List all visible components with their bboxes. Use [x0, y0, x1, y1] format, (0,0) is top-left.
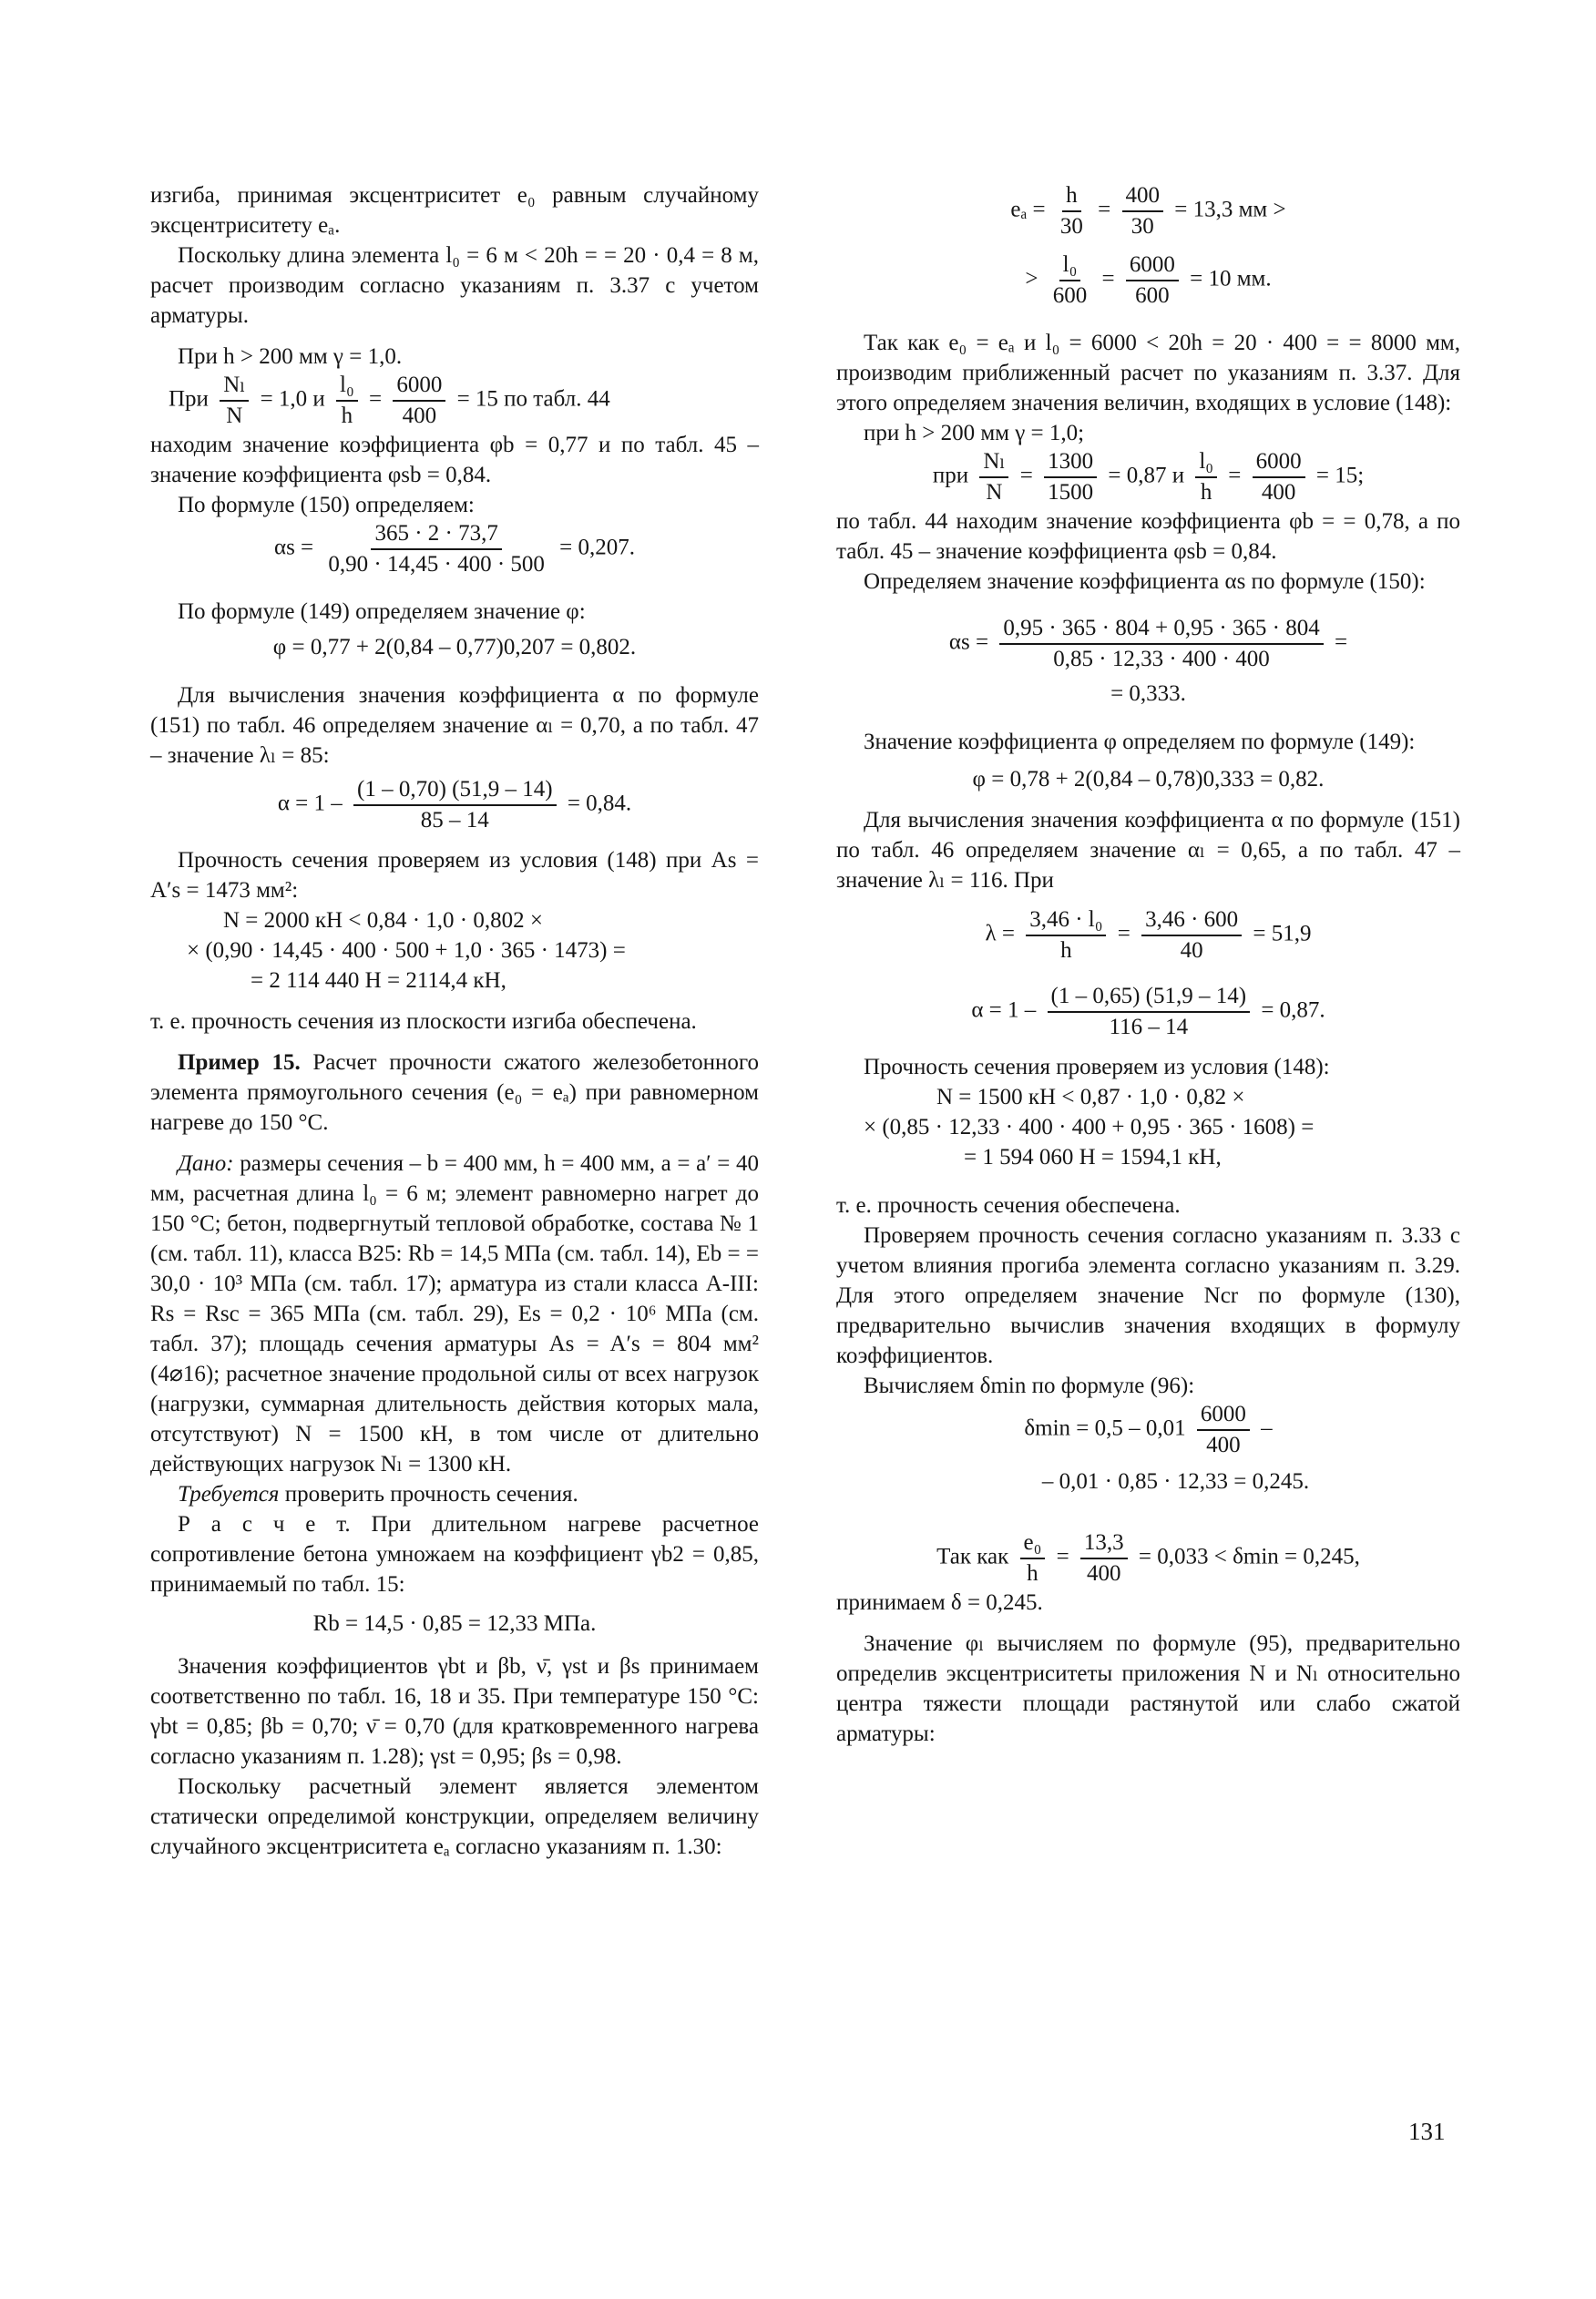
- paragraph: Определяем значение коэффициента αs по формуле (150):: [864, 569, 1426, 594]
- fraction: $\frac{3,46 \cdot 600}{40}$: [1141, 906, 1242, 965]
- paragraph: Для вычисления значения коэффициента α по формуле (151) по табл. 46 определяем значение αₗ = 0,65, а по табл. 47 – значение λₗ = 116. При: [836, 808, 1460, 893]
- equation-alpha: α = 1 – $\frac{(1 - 0,70) (51,9 - 14)}{85 - 14}$ = 0,84.: [277, 777, 632, 833]
- requirement: Требуется проверить прочность сечения.: [178, 1482, 578, 1507]
- equation-alpha-s: αs = $\frac{365 \cdot 2 \cdot 73,7}{0,90 \cdot 14,45 \cdot 400 \cdot 500}$ = 0,207.: [273, 521, 636, 577]
- fraction: $\frac{\text{l₀}}{600}$: [1052, 252, 1088, 308]
- fraction: $\frac{\text{e₀}}{h}$: [1020, 1529, 1046, 1588]
- equation-strength: = 1 594 060 Н = 1594,1 кН,: [964, 1145, 1222, 1170]
- equation-phi: φ = 0,78 + 2(0,84 – 0,78)0,333 = 0,82.: [972, 767, 1325, 792]
- paragraph: Для вычисления значения коэффициента α по формуле (151) по табл. 46 определяем значение αₗ = 0,70, а по табл. 47 – значение λₗ = 85:: [150, 683, 759, 768]
- paragraph: находим значение коэффициента φb = 0,77 и по табл. 45 – значение коэффициента φsb = 0,84.: [150, 433, 759, 487]
- equation-alpha-s-result: = 0,333.: [1110, 681, 1186, 706]
- right-column: [836, 182, 1460, 1749]
- paragraph: Поскольку длина элемента l₀ = 6 м < 20h = = 20 · 0,4 = 8 м, расчет производим согласно указаниям п. 3.37 с учетом арматуры.: [150, 243, 759, 328]
- paragraph: принимаем δ = 0,245.: [836, 1590, 1043, 1615]
- example-title: Пример 15.: [178, 1050, 301, 1075]
- fraction: $\frac{\text{Nₗ}}{N}$: [220, 372, 249, 430]
- paragraph: При h > 200 мм γ = 1,0.: [178, 344, 403, 369]
- fraction: $\frac{6000}{400}$: [393, 372, 445, 430]
- paragraph: т. е. прочность сечения обеспечена.: [836, 1193, 1181, 1218]
- equation-ea: eₐ = $\frac{h}{30}$ = $\frac{400}{30}$ = 13,3 мм >: [1010, 183, 1286, 239]
- paragraph: Прочность сечения проверяем из условия (148):: [864, 1055, 1330, 1079]
- paragraph: по табл. 44 находим значение коэффициента φb = = 0,78, а по табл. 45 – значение коэффициента φsb = 0,84.: [836, 509, 1460, 564]
- calculation-intro: Р а с ч е т. При длительном нагреве расчетное сопротивление бетона умножаем на коэффициент γb2 = 0,85, принимаемый по табл. 15:: [150, 1512, 759, 1597]
- equation-ea: > $\frac{\text{l₀}}{600}$ = $\frac{6000}{600}$ = 10 мм.: [1025, 252, 1272, 308]
- paragraph: Значение φₗ вычисляем по формуле (95), предварительно определив эксцентриситеты приложения N и Nₗ относительно центра тяжести площади растянутой или слабо сжатой арматуры:: [836, 1631, 1460, 1746]
- fraction: $\frac{6000}{400}$: [1197, 1401, 1250, 1459]
- paragraph: По формуле (150) определяем:: [178, 493, 475, 517]
- fraction: $\frac{365 \cdot 2 \cdot 73,7}{0,90 \cdot 14,45 \cdot 400 \cdot 500}$: [328, 521, 545, 577]
- paragraph: Вычисляем δmin по формуле (96):: [864, 1374, 1195, 1398]
- fraction: $\frac{\text{Nₗ}}{N}$: [979, 448, 1008, 506]
- equation-phi: φ = 0,77 + 2(0,84 – 0,77)0,207 = 0,802.: [272, 635, 637, 659]
- page-number: 131: [1408, 2118, 1446, 2145]
- fraction: $\frac{6000}{600}$: [1126, 251, 1179, 310]
- equation-alpha-s: αs = $\frac{0,95 \cdot 365 \cdot 804 + 0,95 \cdot 365 \cdot 804}{0,85 \cdot 12,33 \cdot 400 \cdot 400}$ =: [948, 616, 1348, 671]
- paragraph: при h > 200 мм γ = 1,0;: [864, 421, 1085, 445]
- paragraph: Поскольку расчетный элемент является элементом статически определимой конструкции, определяем величину случайного эксцентриситета eₐ согласно указаниям п. 1.30:: [150, 1774, 759, 1859]
- fraction: $\frac{13,3}{400}$: [1080, 1529, 1128, 1588]
- paragraph: т. е. прочность сечения из плоскости изгиба обеспечена.: [150, 1009, 697, 1034]
- equation-eccentricity-ratio: Так как $\frac{\text{e₀}}{h}$ = $\frac{13,3}{400}$ = 0,033 < δmin = 0,245,: [936, 1530, 1360, 1586]
- equation-strength: × (0,85 · 12,33 · 400 · 400 + 0,95 · 365 · 1608) =: [864, 1115, 1315, 1139]
- fraction: $\frac{0,95 \cdot 365 \cdot 804 + 0,95 \cdot 365 \cdot 804}{0,85 \cdot 12,33 \cdot 400 \cdot 400}$: [999, 615, 1323, 673]
- equation-alpha: α = 1 – $\frac{(1 - 0,65) (51,9 - 14)}{116 - 14}$ = 0,87.: [971, 984, 1325, 1039]
- left-column: [150, 180, 759, 1862]
- equation-strength: = 2 114 440 Н = 2114,4 кН,: [251, 968, 506, 993]
- equation-strength: × (0,90 · 14,45 · 400 · 500 + 1,0 · 365 · 1473) =: [187, 938, 626, 963]
- equation-strength: N = 1500 кН < 0,87 · 1,0 · 0,82 ×: [936, 1085, 1245, 1109]
- fraction: $\frac{\text{l₀}}{h}$: [336, 372, 358, 430]
- fraction: $\frac{(1 - 0,70) (51,9 - 14)}{85 - 14}$: [353, 776, 557, 834]
- equation-rb: Rb = 14,5 · 0,85 = 12,33 МПа.: [312, 1611, 597, 1636]
- paragraph: Значения коэффициентов γbt и βb, ν̄, γst и βs принимаем соответственно по табл. 16, 18 и 35. При температуре 150 °С: γbt = 0,85; βb = 0,70; ν̄ = 0,70 (для кратковременного нагрева согласно указаниям п. 1.28); γst = 0,95; βs = 0,98.: [150, 1654, 759, 1769]
- paragraph: Прочность сечения проверяем из условия (148) при As = A′s = 1473 мм²:: [150, 848, 759, 903]
- fraction: $\frac{6000}{400}$: [1253, 448, 1305, 506]
- paragraph: Значение коэффициента φ определяем по формуле (149):: [864, 730, 1416, 754]
- equation-strength: N = 2000 кН < 0,84 · 1,0 · 0,802 ×: [223, 908, 543, 933]
- fraction: $\frac{1300}{1500}$: [1044, 448, 1097, 506]
- equation-delta-min: δmin = 0,5 – 0,01 $\frac{6000}{400}$ –: [1024, 1402, 1273, 1457]
- equation-delta-min-result: – 0,01 · 0,85 · 12,33 = 0,245.: [1041, 1469, 1310, 1494]
- equation-lambda: λ = $\frac{\text{3,46 · l₀}}{h}$ = $\frac{3,46 \cdot 600}{40}$ = 51,9: [985, 907, 1312, 963]
- fraction: $\frac{\text{l₀}}{h}$: [1195, 448, 1217, 506]
- fraction: $\frac{h}{30}$: [1059, 183, 1083, 239]
- example-heading: Пример 15. Расчет прочности сжатого железобетонного элемента прямоугольного сечения (e₀ = eₐ) при равномерном нагреве до 150 °С.: [150, 1050, 759, 1135]
- fraction: $\frac{\text{3,46 · l₀}}{h}$: [1026, 906, 1106, 965]
- paragraph: Проверяем прочность сечения согласно указаниям п. 3.33 с учетом влияния прогиба элемента согласно указаниям п. 3.29. Для этого определяем значение Ncr по формуле (130), предварительно вычислив значения входящих в формулу коэффициентов.: [836, 1223, 1460, 1368]
- paragraph: Так как e₀ = eₐ и l₀ = 6000 < 20h = 20 · 400 = = 8000 мм, производим приближенный расчет по указаниям п. 3.37. Для этого определяем значения величин, входящих в условие (148):: [836, 331, 1460, 415]
- fraction: $\frac{400}{30}$: [1122, 182, 1164, 240]
- given-data: Дано: размеры сечения – b = 400 мм, h = 400 мм, a = a′ = 40 мм, расчетная длина l₀ = 6 м; элемент равномерно нагрет до 150 °С; бетон, подвергнутый тепловой обработке, состава № 1 (см. табл. 11), класса В25: Rb = 14,5 МПа (см. табл. 14), Eb = = 30,0 · 10³ МПа (см. табл. 17); арматура из стали класса А-III: Rs = Rsc = 365 МПа (см. табл. 29), Es = 0,2 · 10⁶ МПа (см. табл. 37); площадь сечения арматуры As = A′s = 804 мм² (4⌀16); расчетное значение продольной силы от всех нагрузок (нагрузки, суммарная длительность действия которых мала, отсутствуют) N = 1500 кН, в том числе от длительно действующих нагрузок Nₗ = 1300 кН.: [150, 1151, 759, 1476]
- equation-ratio: при $\frac{\text{Nₗ}}{N}$ = $\frac{1300}{1500}$ = 0,87 и $\frac{\text{l₀}}{h}$ = $\frac{6000}{400}$ = 15;: [932, 449, 1365, 505]
- equation-ratio: При $\frac{\text{Nₗ}}{N}$ = 1,0 и $\frac{\text{l₀}}{h}$ = $\frac{6000}{400}$ = 15 по табл. 44: [169, 373, 610, 428]
- paragraph: По формуле (149) определяем значение φ:: [178, 599, 586, 624]
- fraction: $\frac{(1 - 0,65) (51,9 - 14)}{116 - 14}$: [1048, 983, 1251, 1041]
- paragraph: изгиба, принимая эксцентриситет e₀ равным случайному эксцентриситету eₐ.: [150, 183, 759, 238]
